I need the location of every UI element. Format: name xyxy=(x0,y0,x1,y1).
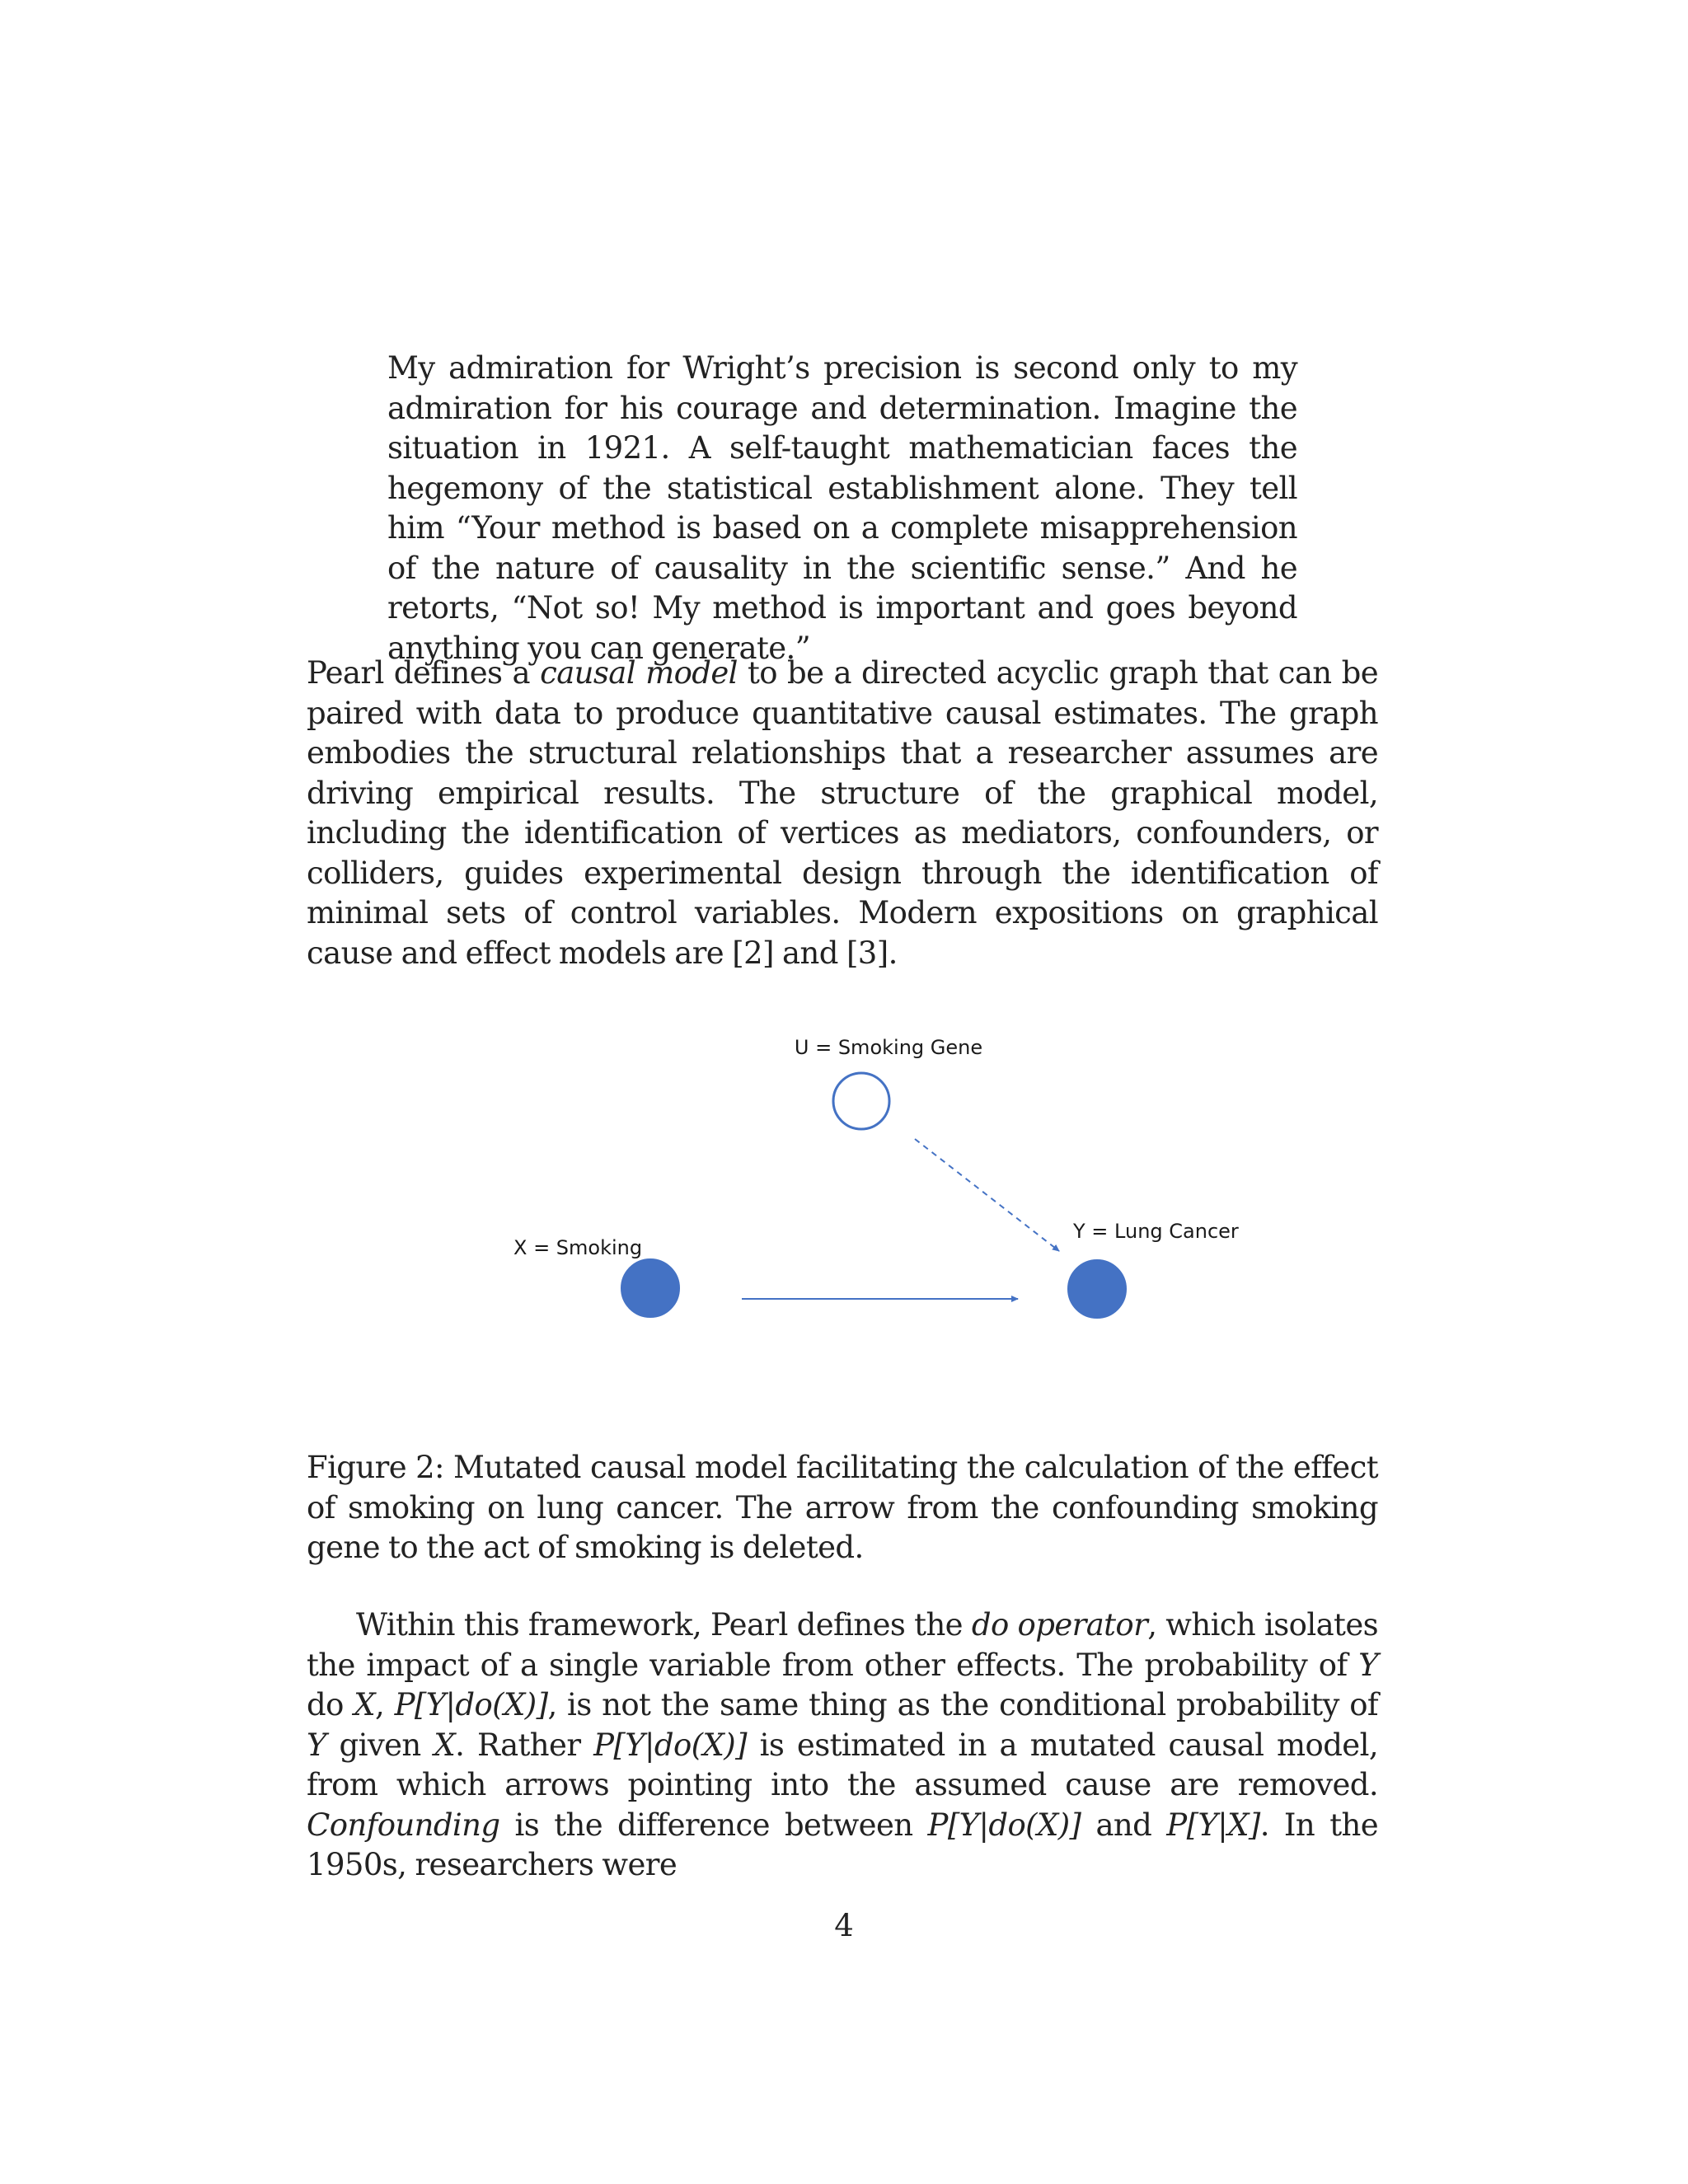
quote-text: My admiration for Wright’s precision is second only to my admiration for his courage and determination. Imagine the situation in 1921. A self-taught mathematician faces the hegemony of the statistical establishment alone. They tell him “Your method is based on a complete misapprehension of the nature of causality in the scientific sense.” And he retorts, “Not so! My method is important and goes beyond anything you can generate.” xyxy=(387,350,1297,666)
math-y: Y xyxy=(307,1727,326,1763)
node-x-smoking xyxy=(621,1259,679,1317)
term-confounding: Confounding xyxy=(307,1807,500,1843)
node-label-u: U = Smoking Gene xyxy=(794,1036,983,1059)
text-run: , is not the same thing as the conditional probability of xyxy=(547,1687,1378,1722)
math-y: Y xyxy=(1358,1647,1378,1683)
math-x: X xyxy=(354,1687,375,1722)
math-p-y-do-x: P[Y|do(X)] xyxy=(394,1687,548,1722)
text-run: is estimated in a mutated causal model, from which arrows pointing into the assumed cause are removed. xyxy=(307,1727,1378,1802)
text-run: , xyxy=(374,1687,395,1722)
paragraph-causal-model xyxy=(307,654,1378,973)
figure-caption xyxy=(307,1448,1378,1568)
math-p-y-given-x: P[Y|X] xyxy=(1166,1807,1260,1843)
term-do-operator: do operator xyxy=(971,1607,1148,1643)
math-x: X xyxy=(434,1727,456,1763)
paragraph-text-rest: to be a directed acyclic graph that can be paired with data to produce quantitative causal estimates. The graph embodies the structural relationships that a researcher assumes are driving empirical results. The structure of the graphical model, including the identification of vertices as mediators, confounders, or colliders, guides experimental design through the identification of minimal sets of control variables. Modern expositions on graphical cause and effect models are [2] and [3]. xyxy=(307,655,1378,971)
term-causal-model: causal model xyxy=(540,655,738,691)
math-p-y-do-x: P[Y|do(X)] xyxy=(927,1807,1081,1843)
paragraph-text xyxy=(307,654,1378,973)
paragraph-text-start: Pearl defines a xyxy=(307,655,541,691)
node-label-x: X = Smoking xyxy=(513,1236,643,1259)
node-label-y: Y = Lung Cancer xyxy=(1073,1220,1239,1243)
text-run: Within this framework, Pearl defines the xyxy=(356,1607,972,1643)
text-run: . In the 1950s, researchers were xyxy=(307,1807,1378,1882)
node-u-smoking-gene xyxy=(833,1073,889,1129)
text-run: and xyxy=(1081,1807,1167,1843)
math-p-y-do-x: P[Y|do(X)] xyxy=(593,1727,747,1763)
block-quote xyxy=(387,349,1297,668)
edge-u-to-y-dashed xyxy=(915,1139,1059,1251)
text-run: . Rather xyxy=(455,1727,594,1763)
text-run: is the difference between xyxy=(499,1807,928,1843)
text-run: do xyxy=(307,1687,354,1722)
paragraph-text xyxy=(307,1605,1378,1886)
caption-text: Figure 2: Mutated causal model facilitating the calculation of the effect of smoking on lung cancer. The arrow from the confounding smoking gene to the act of smoking is deleted. xyxy=(307,1450,1378,1565)
page-number: 4 xyxy=(834,1908,854,1943)
text-run: , which isolates the impact of a single variable from other effects. The probability of xyxy=(307,1607,1379,1683)
paragraph-do-operator xyxy=(307,1605,1378,1886)
node-y-lung-cancer xyxy=(1068,1260,1126,1318)
text-run: given xyxy=(326,1727,434,1763)
